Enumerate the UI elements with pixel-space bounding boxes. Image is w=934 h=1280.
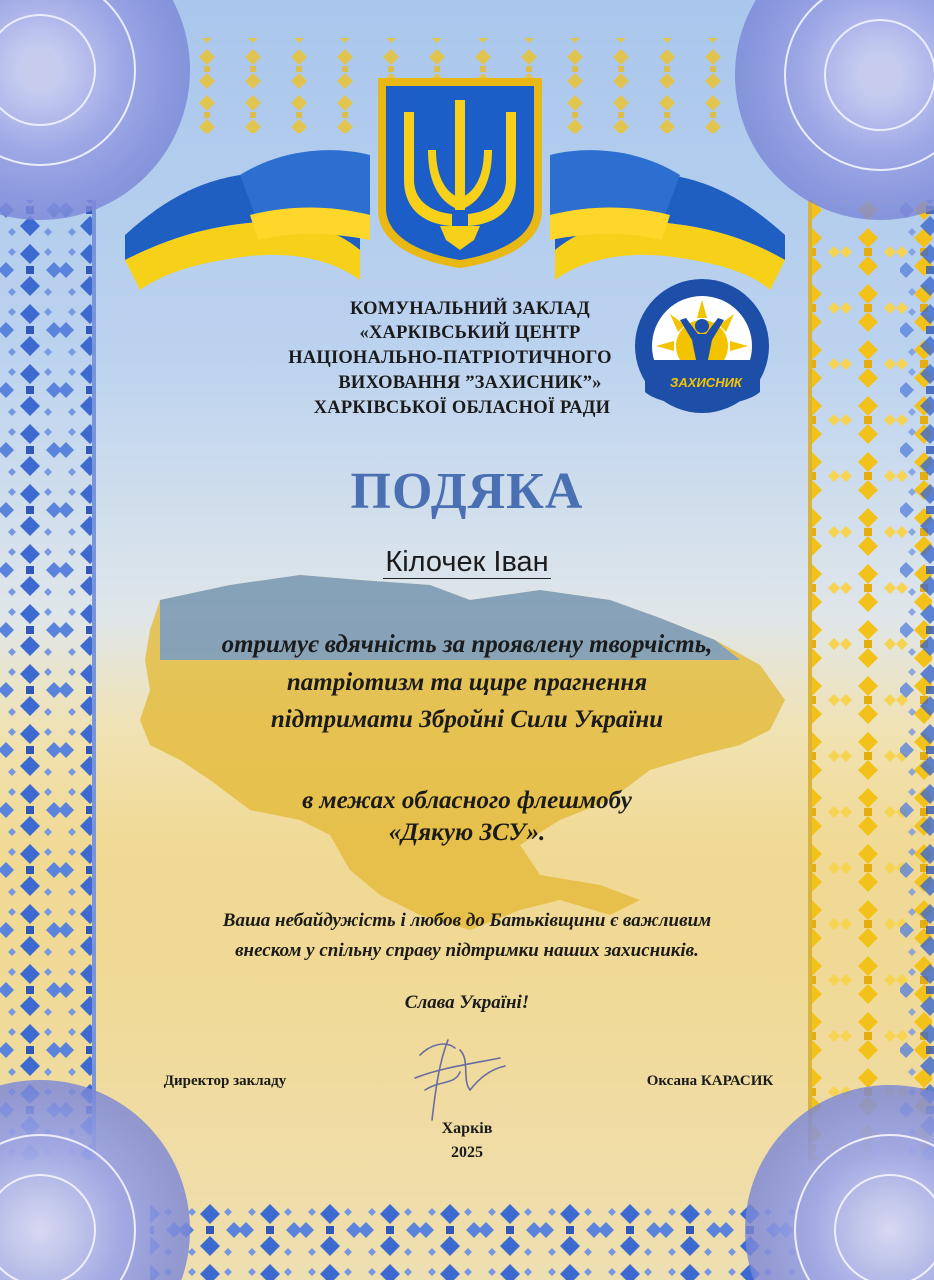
logo-name: ЗАХИСНИК [670,375,742,390]
body-event-line-2: «Дякую ЗСУ». [388,819,546,846]
year: 2025 [451,1144,483,1161]
slogan: Слава Україні! [404,992,530,1013]
institution-line-5: ХАРКІВСЬКОЇ ОБЛАСНОЇ РАДИ [313,398,611,418]
institution-line-2: «ХАРКІВСЬКИЙ ЦЕНТР [359,323,581,343]
recipient-name-text: Кілочек Іван [385,546,549,578]
document-title: ПОДЯКА [350,463,584,520]
body-closing-line-1: Ваша небайдужість і любов до Батьківщини є важливим [222,910,712,931]
body-main-line-1: отримує вдячність за проявлену творчість, [221,631,713,658]
institution-line-4: ВИХОВАННЯ ”ЗАХИСНИК”» [338,373,602,393]
body-event-line-1: в межах обласного флешмобу [302,787,632,814]
signature-position: Директор закладу [163,1073,287,1089]
signature-name: Оксана КАРАСИК [646,1073,774,1089]
institution-line-1: КОМУНАЛЬНИЙ ЗАКЛАД [350,299,590,319]
body-main-line-3: підтримати Збройні Сили України [270,706,664,733]
recipient-name [250,546,684,579]
institution-line-3: НАЦІОНАЛЬНО-ПАТРІОТИЧНОГО [288,348,612,368]
city: Харків [441,1120,493,1137]
body-main-line-2: патріотизм та щире прагнення [286,669,648,696]
body-closing-line-2: внеском у спільну справу підтримки наших захисників. [235,940,699,961]
